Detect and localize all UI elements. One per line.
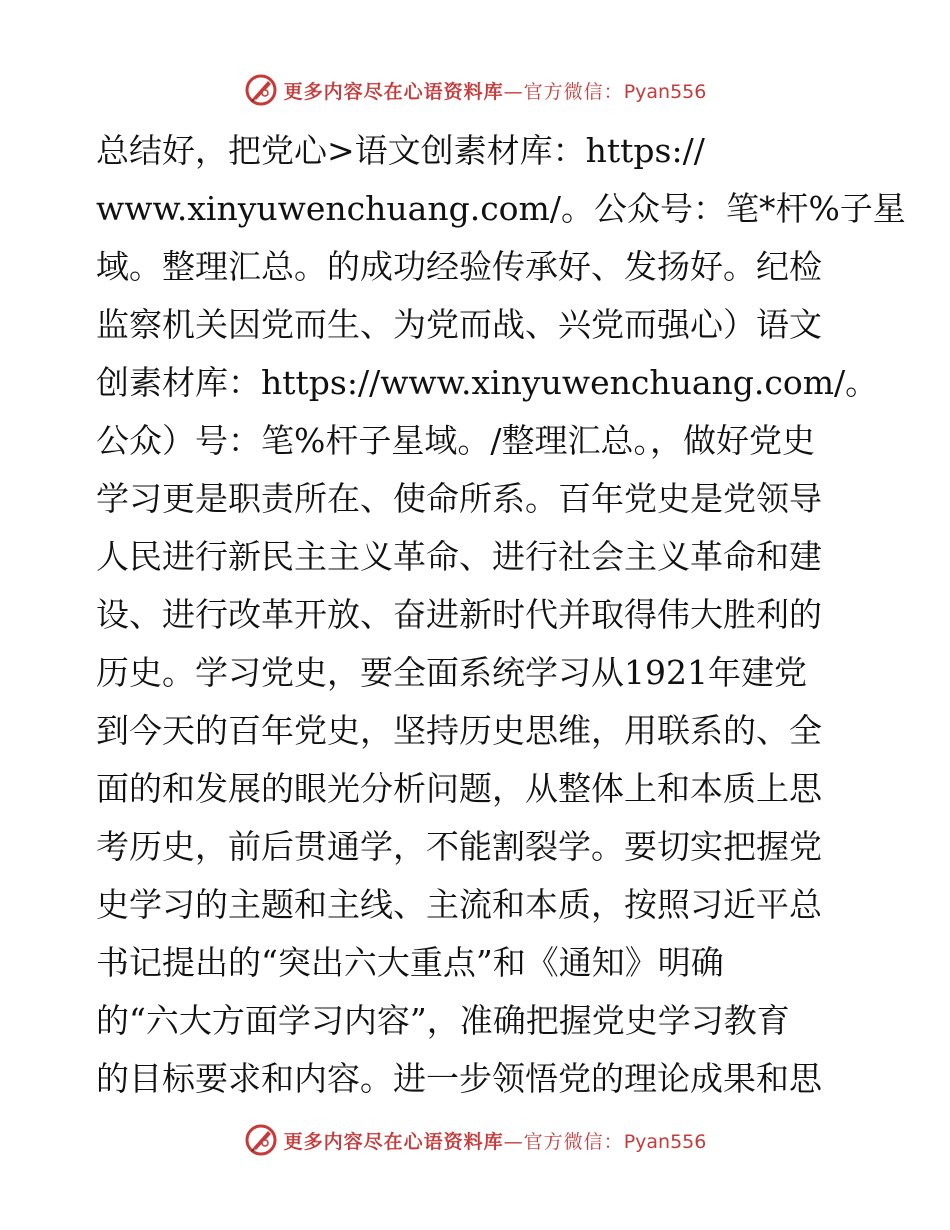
quill-pen-logo-icon	[244, 1123, 278, 1157]
footer-banner-lead: 更多内容尽在心语资料库	[283, 1130, 504, 1153]
footer-banner-wechat: 官方微信	[523, 1130, 604, 1153]
header-banner-separator: ：	[603, 80, 624, 103]
body-line: 公众）号：笔%杆子星域。/整理汇总。，做好党史	[96, 421, 815, 460]
body-line: 史学习的主题和主线、主流和本质，按照习近平总	[96, 885, 822, 924]
header-banner-lead: 更多内容尽在心语资料库	[283, 80, 504, 103]
quill-pen-logo-icon	[244, 73, 278, 107]
body-line: 书记提出的“突出六大重点”和《通知》明确	[96, 943, 724, 982]
body-line: 学习更是职责所在、使命所系。百年党史是党领导	[96, 479, 822, 518]
header-banner	[0, 70, 950, 110]
body-line: www.xinyuwenchuang.com/。公众号：笔*杆%子星	[96, 189, 906, 228]
footer-banner-separator: ：	[603, 1130, 624, 1153]
footer-banner	[0, 1120, 950, 1160]
header-banner-text	[284, 77, 707, 104]
body-line: 创素材库：https://www.xinyuwenchuang.com/。	[96, 363, 879, 402]
body-line: 人民进行新民主主义革命、进行社会主义革命和建	[96, 537, 822, 576]
header-banner-wechat: 官方微信	[523, 80, 604, 103]
footer-banner-dash: —	[503, 1130, 524, 1153]
body-line: 面的和发展的眼光分析问题，从整体上和本质上思	[96, 769, 822, 808]
header-banner-handle: Pyan556	[623, 80, 707, 103]
body-line: 域。整理汇总。的成功经验传承好、发扬好。纪检	[96, 247, 822, 286]
header-banner-dash: —	[503, 80, 524, 103]
body-line: 监察机关因党而生、为党而战、兴党而强心）语文	[96, 305, 822, 344]
document-body	[96, 122, 906, 1108]
footer-banner-text	[284, 1127, 707, 1154]
body-line: 到今天的百年党史，坚持历史思维，用联系的、全	[96, 711, 822, 750]
footer-banner-handle: Pyan556	[623, 1130, 707, 1153]
body-line: 历史。学习党史，要全面系统学习从1921年建党	[96, 653, 807, 692]
body-line: 总结好，把党心>语文创素材库：https://	[96, 131, 705, 170]
body-line: 的“六大方面学习内容”，准确把握党史学习教育	[96, 1001, 790, 1040]
body-line: 的目标要求和内容。进一步领悟党的理论成果和思	[96, 1059, 822, 1098]
body-line: 考历史，前后贯通学，不能割裂学。要切实把握党	[96, 827, 822, 866]
body-line: 设、进行改革开放、奋进新时代并取得伟大胜利的	[96, 595, 822, 634]
